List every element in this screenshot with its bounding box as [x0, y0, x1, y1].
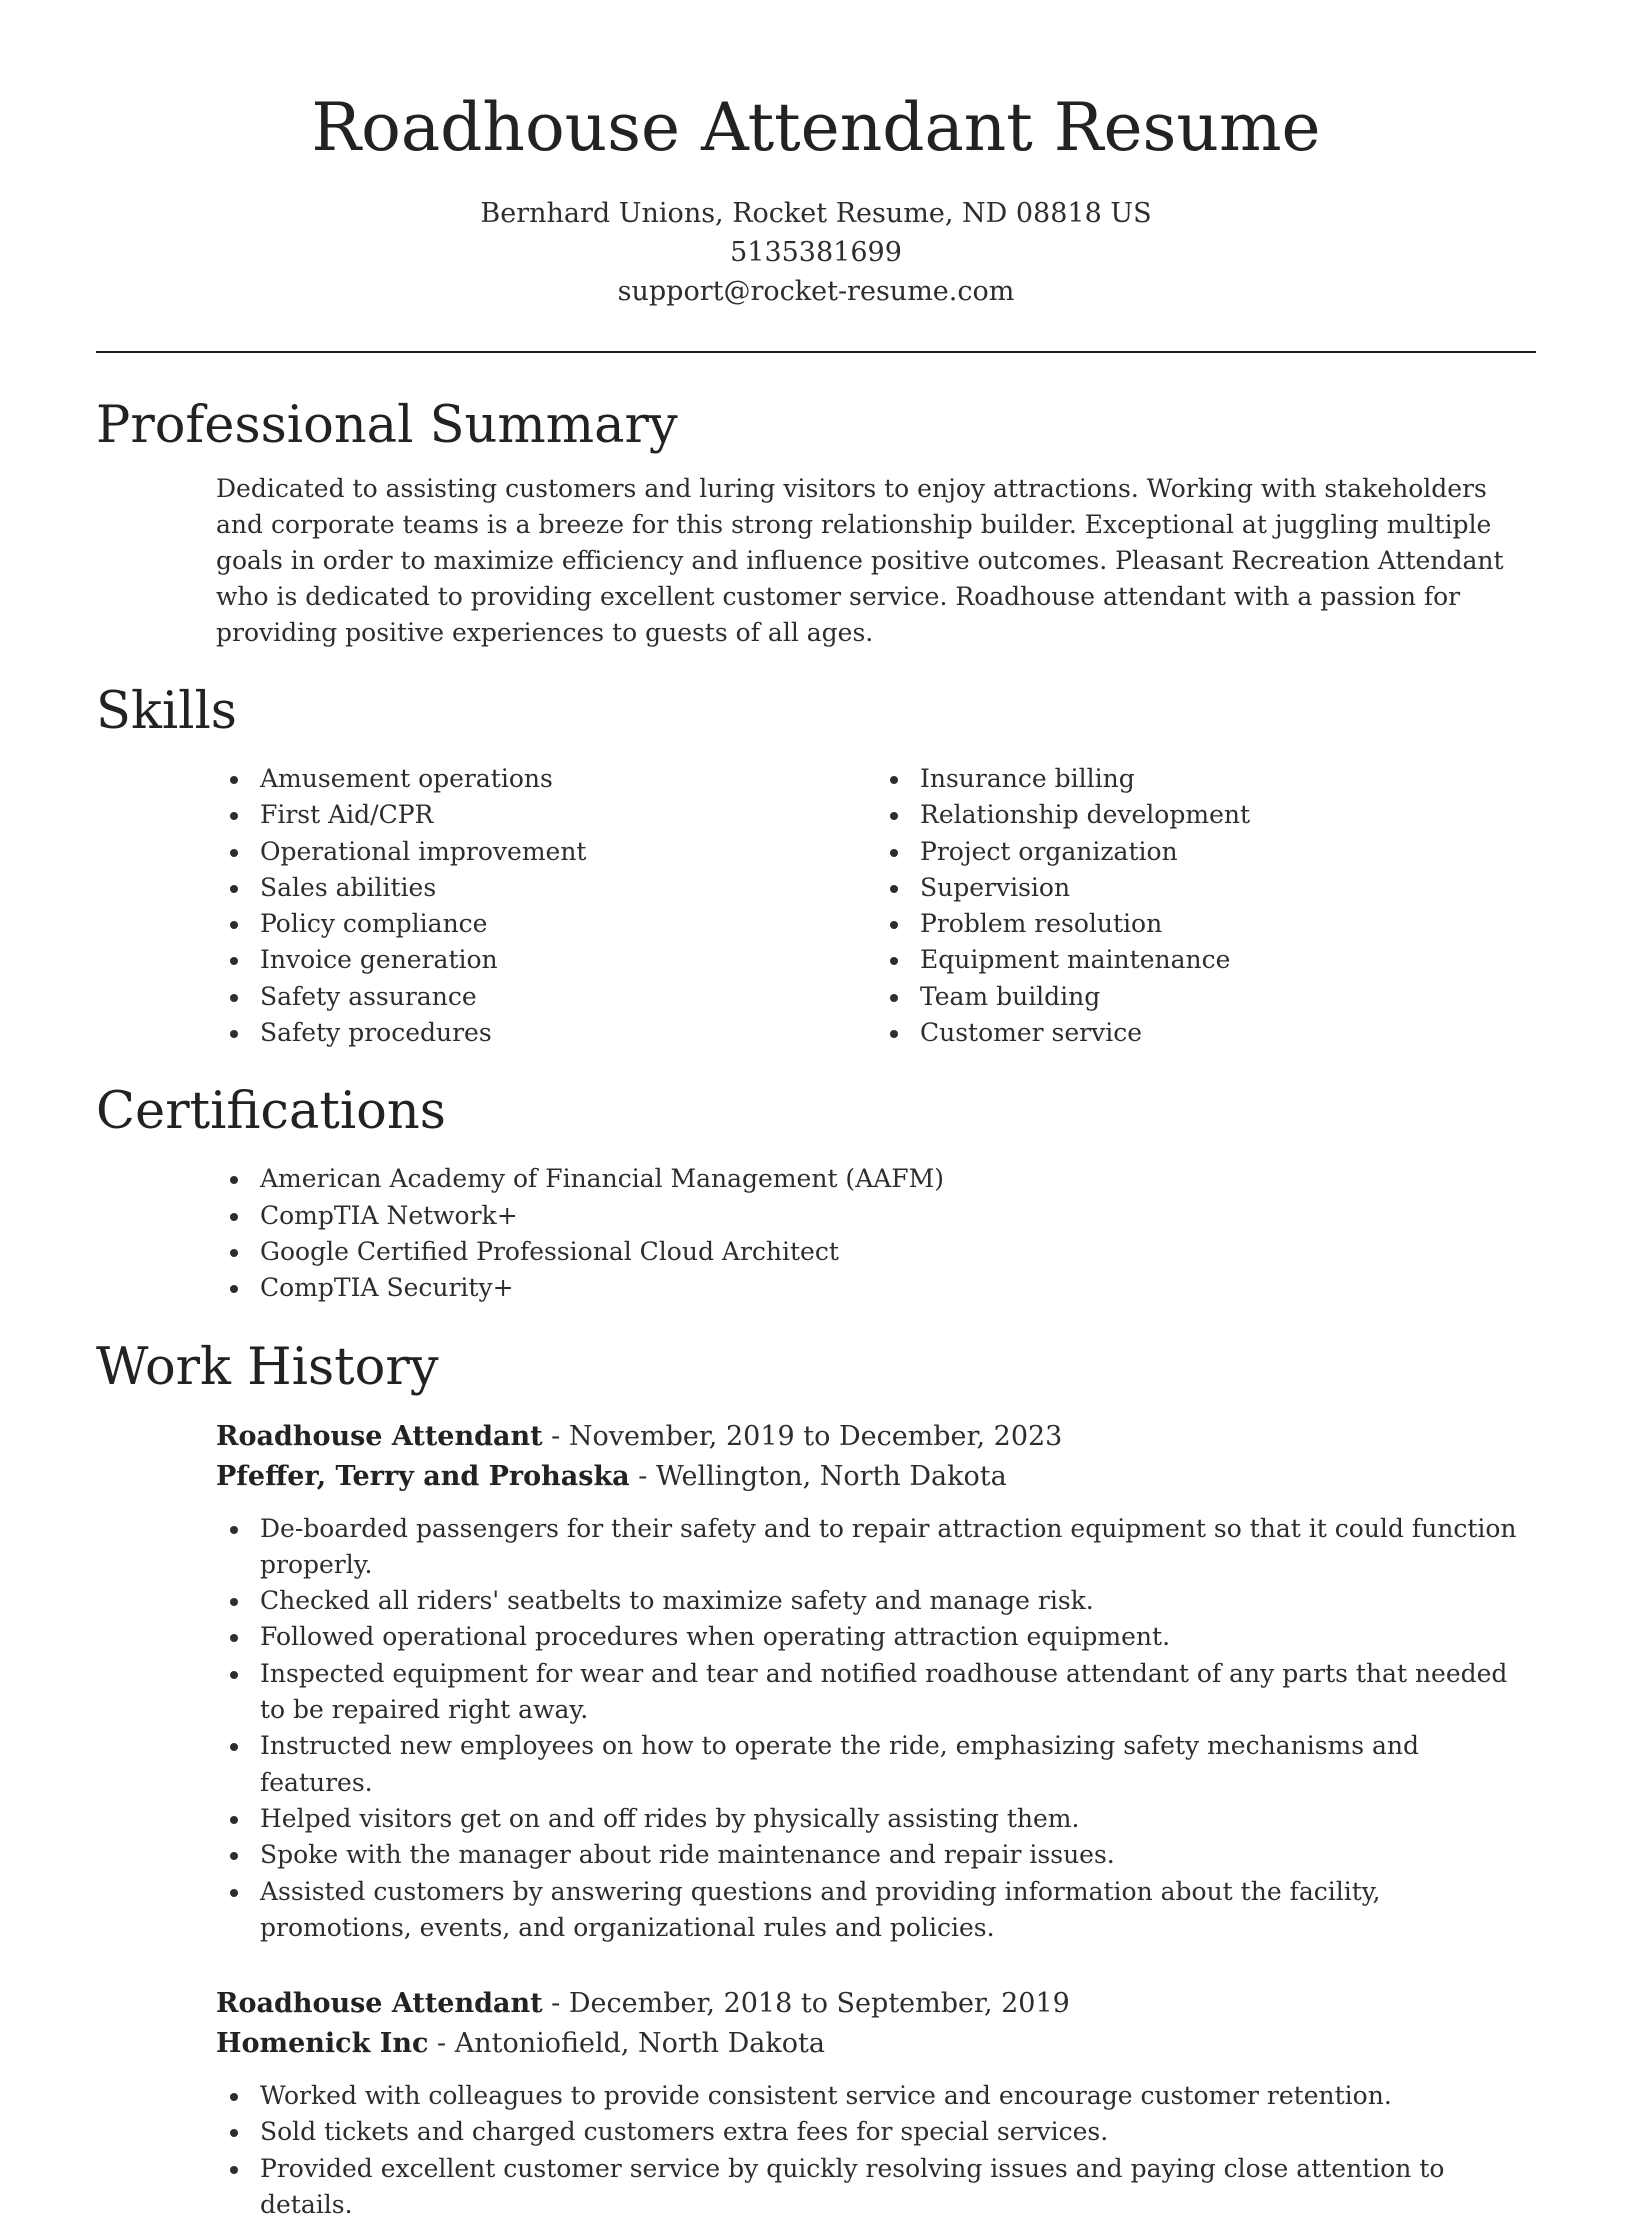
job-duty-item: Instructed new employees on how to operate the ride, emphasizing safety mechanisms and features.	[260, 1728, 1536, 1801]
work-history-section	[96, 1337, 1536, 2223]
certifications-heading: Certifications	[96, 1082, 446, 1142]
job-location: Wellington, North Dakota	[655, 1460, 1007, 1492]
skill-item: Amusement operations	[260, 761, 876, 797]
job-duties-list	[216, 2078, 1536, 2223]
skill-item: Insurance billing	[920, 761, 1536, 797]
job-duty-item: Assisted customers by answering questions and providing information about the facility, promotions, events, and organizational rules and policies.	[260, 1874, 1536, 1947]
job-separator: -	[542, 1988, 569, 2020]
skill-item: Supervision	[920, 870, 1536, 906]
job-duty-item: Sold tickets and charged customers extra fees for special services.	[260, 2114, 1536, 2150]
skill-item: Safety assurance	[260, 979, 876, 1015]
summary-section	[96, 395, 1536, 651]
skill-item: Safety procedures	[260, 1015, 876, 1051]
job-duty-item: Followed operational procedures when operating attraction equipment.	[260, 1619, 1536, 1655]
job-separator: -	[542, 1420, 569, 1452]
work-history-heading: Work History	[96, 1337, 439, 1397]
job-duty-item: Provided excellent customer service by quickly resolving issues and paying close attention to details.	[260, 2151, 1536, 2223]
skill-item: Invoice generation	[260, 942, 876, 978]
job-company: Pfeffer, Terry and Prohaska	[216, 1460, 630, 1492]
skills-section	[96, 681, 1536, 1051]
job-company-line	[216, 1457, 1536, 1497]
skill-item: Team building	[920, 979, 1536, 1015]
contact-block	[96, 194, 1536, 311]
job-company-line	[216, 2024, 1536, 2064]
job-dates: November, 2019 to December, 2023	[568, 1420, 1063, 1452]
skill-item: Customer service	[920, 1015, 1536, 1051]
job-title: Roadhouse Attendant	[216, 1420, 543, 1452]
skill-item: Project organization	[920, 834, 1536, 870]
skill-item: Equipment maintenance	[920, 942, 1536, 978]
skills-left-column	[216, 761, 876, 1051]
job-duty-item: Spoke with the manager about ride maintenance and repair issues.	[260, 1837, 1536, 1873]
job-duty-item: Inspected equipment for wear and tear and notified roadhouse attendant of any parts that needed to be repaired right away.	[260, 1656, 1536, 1729]
resume-header	[96, 0, 1536, 311]
skills-grid	[216, 761, 1536, 1051]
summary-text: Dedicated to assisting customers and luring visitors to enjoy attractions. Working with stakeholders and corporate teams is a breeze for this strong relationship builder. Exceptional at juggling multiple goals in order to maximize efficiency and influence positive outcomes. Pleasant Recreation Attendant who is dedicated to providing excellent customer service. Roadhouse attendant with a passion for providing positive experiences to guests of all ages.	[216, 474, 1504, 647]
job-duty-item: Checked all riders' seatbelts to maximize safety and manage risk.	[260, 1583, 1536, 1619]
certification-item: CompTIA Security+	[260, 1270, 1536, 1306]
skill-item: First Aid/CPR	[260, 797, 876, 833]
summary-heading: Professional Summary	[96, 396, 678, 455]
header-divider	[96, 351, 1536, 353]
job-duty-item: Helped visitors get on and off rides by physically assisting them.	[260, 1801, 1536, 1837]
certification-item: American Academy of Financial Management (AAFM)	[260, 1161, 1536, 1197]
skill-item: Relationship development	[920, 797, 1536, 833]
contact-address: Bernhard Unions, Rocket Resume, ND 08818 US	[480, 198, 1152, 229]
contact-email: support@rocket-resume.com	[617, 276, 1015, 307]
job-company: Homenick Inc	[216, 2028, 429, 2060]
skill-item: Policy compliance	[260, 906, 876, 942]
job-duty-item: De-boarded passengers for their safety and to repair attraction equipment so that it could function properly.	[260, 1511, 1536, 1584]
skills-right-column	[876, 761, 1536, 1051]
certifications-list	[216, 1161, 1536, 1306]
job-separator: -	[629, 1460, 656, 1492]
job-duty-item: Worked with colleagues to provide consistent service and encourage customer retention.	[260, 2078, 1536, 2114]
certification-item: Google Certified Professional Cloud Architect	[260, 1234, 1536, 1270]
contact-phone: 5135381699	[730, 237, 902, 268]
skill-item: Sales abilities	[260, 870, 876, 906]
skill-item: Operational improvement	[260, 834, 876, 870]
job-dates: December, 2018 to September, 2019	[568, 1988, 1070, 2020]
job-separator: -	[428, 2028, 455, 2060]
resume-title: Roadhouse Attendant Resume	[311, 89, 1321, 166]
job-duties-list	[216, 1511, 1536, 1947]
job-location: Antoniofield, North Dakota	[454, 2028, 825, 2060]
job-entry	[216, 1417, 1536, 1947]
skill-item: Problem resolution	[920, 906, 1536, 942]
job-title-line	[216, 1984, 1536, 2024]
skills-heading: Skills	[96, 682, 237, 741]
resume-page	[96, 0, 1536, 2223]
job-title: Roadhouse Attendant	[216, 1988, 543, 2020]
certification-item: CompTIA Network+	[260, 1198, 1536, 1234]
job-title-line	[216, 1417, 1536, 1457]
certifications-section	[96, 1081, 1536, 1306]
job-entry	[216, 1984, 1536, 2223]
